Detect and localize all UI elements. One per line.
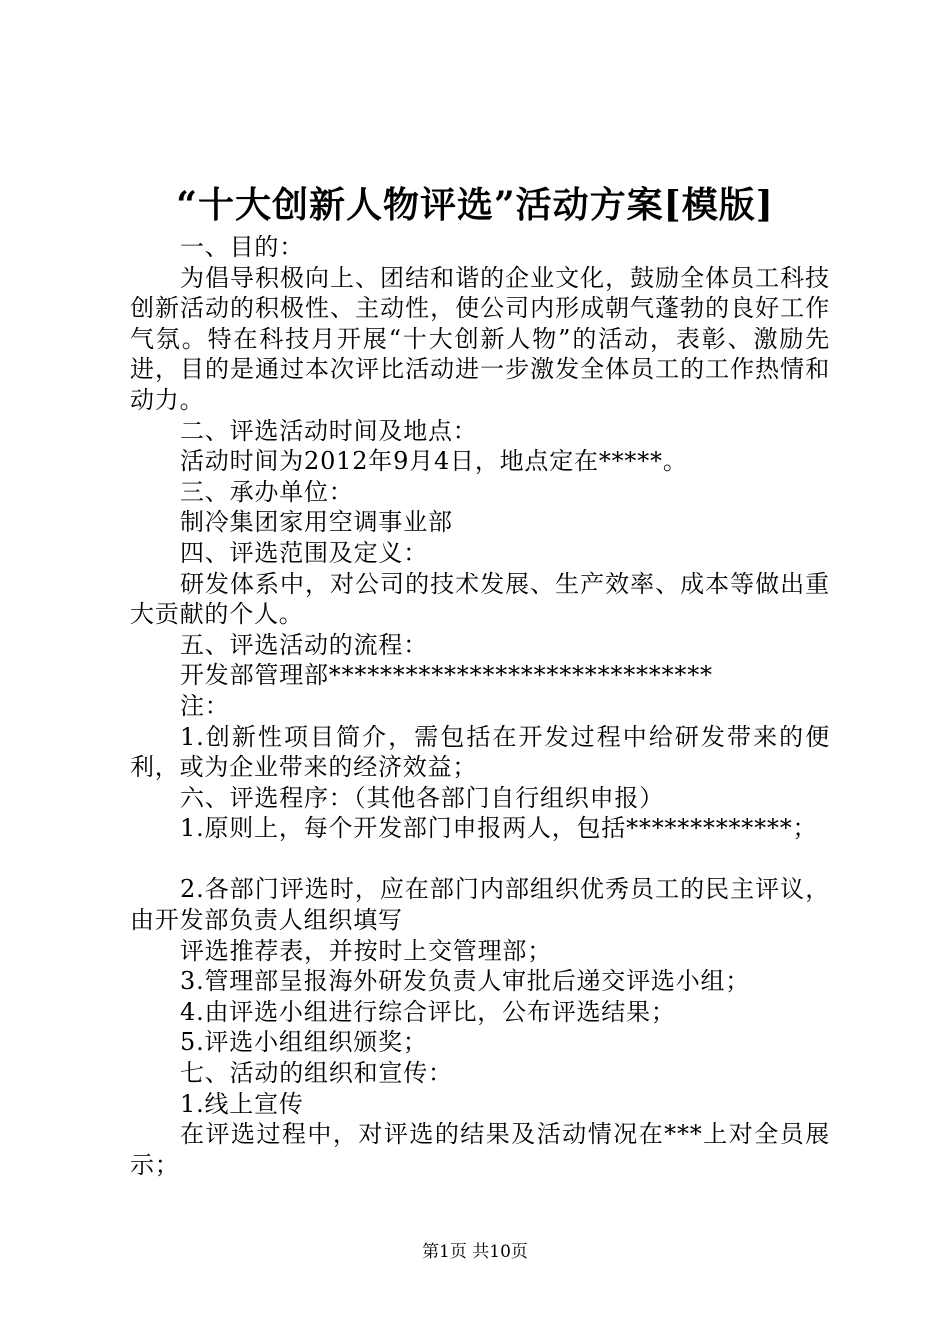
paragraph-purpose: 为倡导积极向上、团结和谐的企业文化，鼓励全体员工科技创新活动的积极性、主动性，使公司内形成朝气蓬勃的良好工作气氛。特在科技月开展“十大创新人物”的活动，表彰、激励先进，目的是通过本次评比活动进一步激发全体员工的工作热情和动力。 bbox=[130, 263, 830, 414]
procedure-item-4: 4.由评选小组进行综合评比，公布评选结果； bbox=[180, 997, 676, 1026]
note-label: 注： bbox=[180, 691, 230, 720]
section-heading-purpose: 一、目的： bbox=[180, 233, 304, 261]
document-title: “十大创新人物评选”活动方案[模版] bbox=[176, 184, 774, 226]
note-item-1: 1.创新性项目简介，需包括在开发过程中给研发带来的便利，或为企业带来的经济效益； bbox=[130, 722, 830, 782]
procedure-item-2-continued: 评选推荐表，并按时上交管理部； bbox=[180, 936, 552, 965]
section-heading-promotion: 七、活动的组织和宣传： bbox=[180, 1059, 453, 1088]
paragraph-organizer: 制冷集团家用空调事业部 bbox=[180, 508, 453, 537]
section-heading-time-place: 二、评选活动时间及地点： bbox=[180, 416, 478, 445]
procedure-item-3: 3.管理部呈报海外研发负责人审批后递交评选小组； bbox=[180, 967, 751, 996]
paragraph-scope: 研发体系中，对公司的技术发展、生产效率、成本等做出重大贡献的个人。 bbox=[130, 569, 830, 629]
section-heading-organizer: 三、承办单位： bbox=[180, 477, 354, 506]
procedure-item-2: 2.各部门评选时，应在部门内部组织优秀员工的民主评议，由开发部负责人组织填写 bbox=[130, 875, 830, 935]
paragraph-promotion: 在评选过程中，对评选的结果及活动情况在***上对全员展示； bbox=[130, 1120, 830, 1179]
section-heading-procedure: 六、评选程序：（其他各部门自行组织申报） bbox=[180, 783, 664, 812]
procedure-item-1: 1.原则上，每个开发部门申报两人，包括*************； bbox=[180, 814, 818, 843]
promotion-item-1: 1.线上宣传 bbox=[180, 1089, 304, 1118]
page-number-footer: 第1页 共10页 bbox=[422, 1242, 528, 1262]
document-body bbox=[130, 232, 830, 1180]
paragraph-time-place: 活动时间为2012年9月4日，地点定在*****。 bbox=[180, 447, 688, 476]
blank-line bbox=[130, 844, 830, 875]
section-heading-scope: 四、评选范围及定义： bbox=[180, 538, 428, 567]
section-heading-process: 五、评选活动的流程： bbox=[180, 630, 428, 659]
procedure-item-5: 5.评选小组组织颁奖； bbox=[180, 1028, 428, 1057]
paragraph-process: 开发部管理部****************************** bbox=[180, 661, 713, 690]
